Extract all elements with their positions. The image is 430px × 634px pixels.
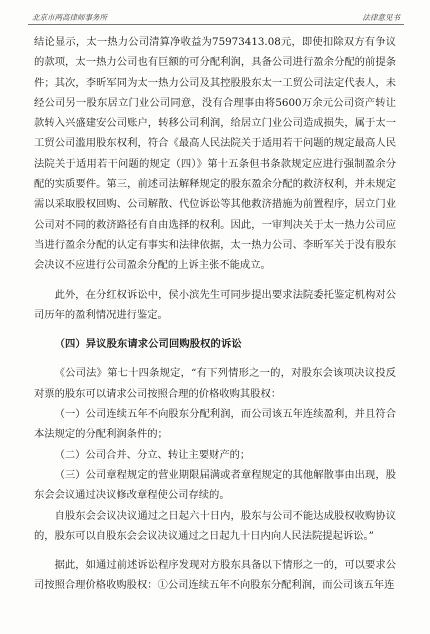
paragraph-deadline: 自股东会会议决议通过之日起六十日内，股东与公司不能达成股权收购协议的，股东可以自股东会会议决议通过之日起九十日内向人民法院提起诉讼。” bbox=[34, 509, 396, 542]
section-heading: （四）异议股东请求公司回购股权的诉讼 bbox=[54, 338, 242, 351]
paragraph-clause-3: （三）公司章程规定的营业期限届满或者章程规定的其他解散事由出现，股东会会议通过决议修改章程使公司存续的。 bbox=[34, 468, 396, 502]
paragraph-conclusion: 结论显示，太一热力公司清算净收益为75973413.08元，即使扣除双方有争议的款项，太一热力公司也有巨额的可分配利润，具备公司进行盈余分配的前提条件；其次，李昕军同为太一热力公司及其控股股东太一工贸公司法定代表人，未经公司另一股东居立门业公司同意，没有合理事由将5600万余元公司资产转让款转入兴盛建安公司账户，转移公司利润，给居立门业公司造成损失，属于太一工贸公司滥用股东权利，符合《最高人民法院关于适用若干问题的规定最高人民法院关于适用若干问题的规定（四）》第十五条但书条款规定应进行强制盈余分配的实质要件。第三，前述司法解释规定的股东盈余分配的救济权利，并未规定需以采取股权回购、公司解散、代位诉讼等其他救济措施为前置程序，居立门业公司对不同的救济路径有自由选择的权利。因此，一审判决关于太一热力公司应当进行盈余分配的认定有事实和法律依据，太一热力公司、李昕军关于没有股东会决议不应进行公司盈余分配的上诉主张不能成立。 bbox=[34, 36, 396, 272]
firm-name: 北京市两高律师事务所 bbox=[32, 13, 107, 22]
paragraph-clause-1: （一）公司连续五年不向股东分配利润，而公司该五年连续盈利，并且符合本法规定的分配利润条件的； bbox=[34, 408, 396, 441]
paragraph-conclusion-buyback: 据此，如通过前述诉讼程序发现对方股东具备以下情形之一的，可以要求公司按照合理价格收购股权：①公司连续五年不向股东分配利润，而公司该五年连 bbox=[34, 559, 396, 592]
paragraph-company-law: 《公司法》第七十四条规定，“有下列情形之一的，对股东会该项决议投反对票的股东可以请求公司按照合理的价格收购其股权： bbox=[34, 367, 396, 400]
paragraph-appraisal: 此外，在分红权诉讼中，侯小滨先生可同步提出要求法院委托鉴定机构对公司历年的盈利情况进行鉴定。 bbox=[34, 288, 396, 321]
document-body bbox=[34, 32, 396, 596]
document-type: 法律意见书 bbox=[362, 13, 400, 22]
page-header bbox=[28, 10, 404, 25]
paragraph-clause-2: （二）公司合并、分立、转让主要财产的； bbox=[54, 448, 251, 461]
